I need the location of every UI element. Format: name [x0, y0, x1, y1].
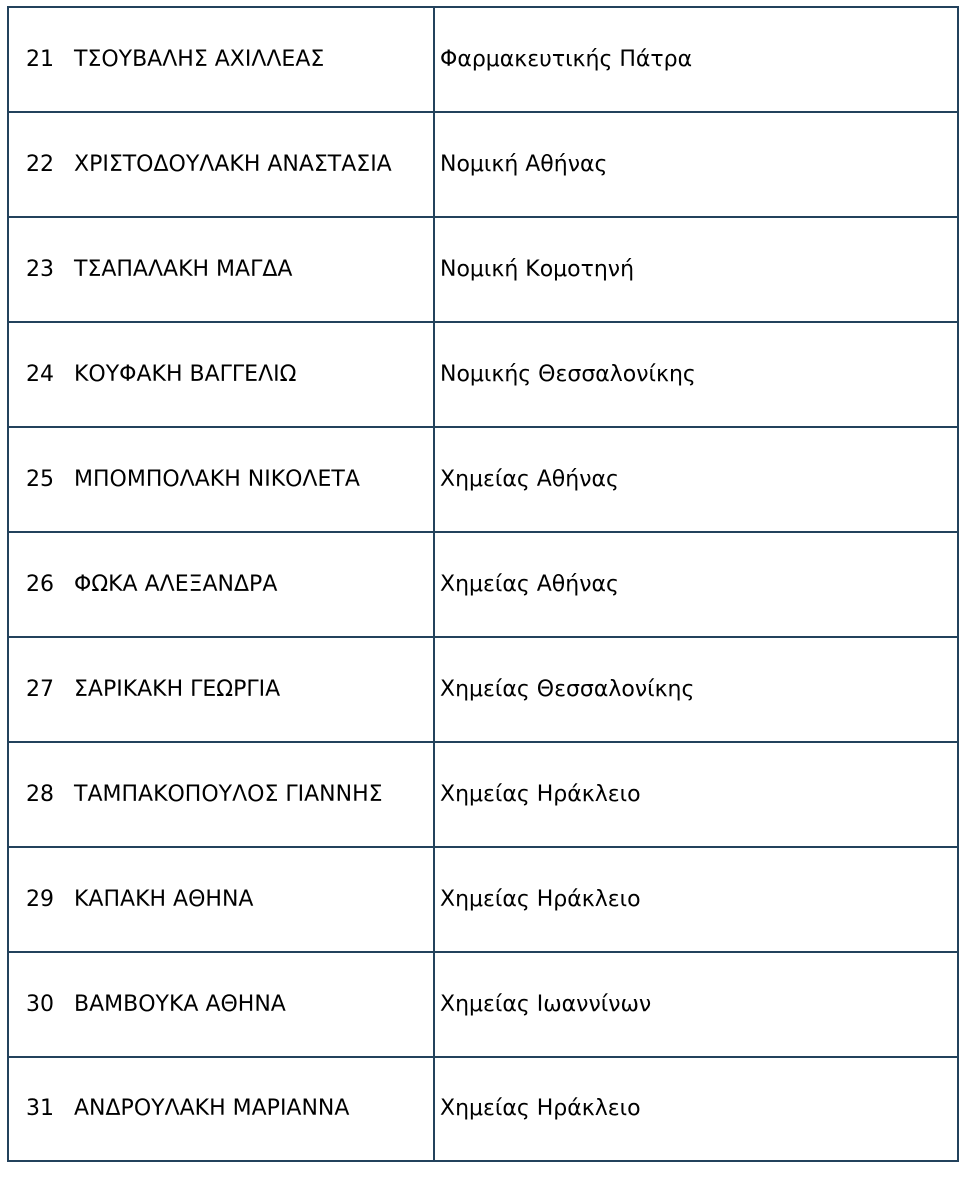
student-name: ΤΑΜΠΑΚΟΠΟΥΛΟΣ ΓΙΑΝΝΗΣ — [68, 742, 434, 847]
results-table — [7, 6, 959, 1162]
student-name: ΒΑΜΒΟΥΚΑ ΑΘΗΝΑ — [68, 952, 434, 1057]
student-name: ΤΣΑΠΑΛΑΚΗ ΜΑΓΔΑ — [68, 217, 434, 322]
row-number: 30 — [8, 952, 68, 1057]
row-number: 26 — [8, 532, 68, 637]
student-name: ΤΣΟΥΒΑΛΗΣ ΑΧΙΛΛΕΑΣ — [68, 7, 434, 112]
table-row — [8, 532, 958, 637]
table-row — [8, 637, 958, 742]
row-number: 25 — [8, 427, 68, 532]
table-row — [8, 847, 958, 952]
student-name: ΚΑΠΑΚΗ ΑΘΗΝΑ — [68, 847, 434, 952]
row-number: 22 — [8, 112, 68, 217]
school-name: Φαρμακευτικής Πάτρα — [434, 7, 958, 112]
row-number: 28 — [8, 742, 68, 847]
school-name: Χημείας Θεσσαλονίκης — [434, 637, 958, 742]
school-name: Χημείας Αθήνας — [434, 532, 958, 637]
table-row — [8, 742, 958, 847]
table-row — [8, 427, 958, 532]
table-row — [8, 112, 958, 217]
student-name: ΑΝΔΡΟΥΛΑΚΗ ΜΑΡΙΑΝΝΑ — [68, 1057, 434, 1161]
school-name: Χημείας Αθήνας — [434, 427, 958, 532]
school-name: Χημείας Ηράκλειο — [434, 847, 958, 952]
row-number: 31 — [8, 1057, 68, 1161]
table-row — [8, 217, 958, 322]
school-name: Νομική Κομοτηνή — [434, 217, 958, 322]
student-name: ΚΟΥΦΑΚΗ ΒΑΓΓΕΛΙΩ — [68, 322, 434, 427]
school-name: Χημείας Ηράκλειο — [434, 742, 958, 847]
row-number: 21 — [8, 7, 68, 112]
table-row — [8, 1057, 958, 1161]
row-number: 24 — [8, 322, 68, 427]
row-number: 23 — [8, 217, 68, 322]
school-name: Νομική Αθήνας — [434, 112, 958, 217]
school-name: Νομικής Θεσσαλονίκης — [434, 322, 958, 427]
student-name: ΜΠΟΜΠΟΛΑΚΗ ΝΙΚΟΛΕΤΑ — [68, 427, 434, 532]
school-name: Χημείας Ιωαννίνων — [434, 952, 958, 1057]
table-row — [8, 952, 958, 1057]
row-number: 29 — [8, 847, 68, 952]
table-row — [8, 322, 958, 427]
table-row — [8, 7, 958, 112]
row-number: 27 — [8, 637, 68, 742]
student-name: ΧΡΙΣΤΟΔΟΥΛΑΚΗ ΑΝΑΣΤΑΣΙΑ — [68, 112, 434, 217]
student-name: ΦΩΚΑ ΑΛΕΞΑΝΔΡΑ — [68, 532, 434, 637]
student-name: ΣΑΡΙΚΑΚΗ ΓΕΩΡΓΙΑ — [68, 637, 434, 742]
school-name: Χημείας Ηράκλειο — [434, 1057, 958, 1161]
